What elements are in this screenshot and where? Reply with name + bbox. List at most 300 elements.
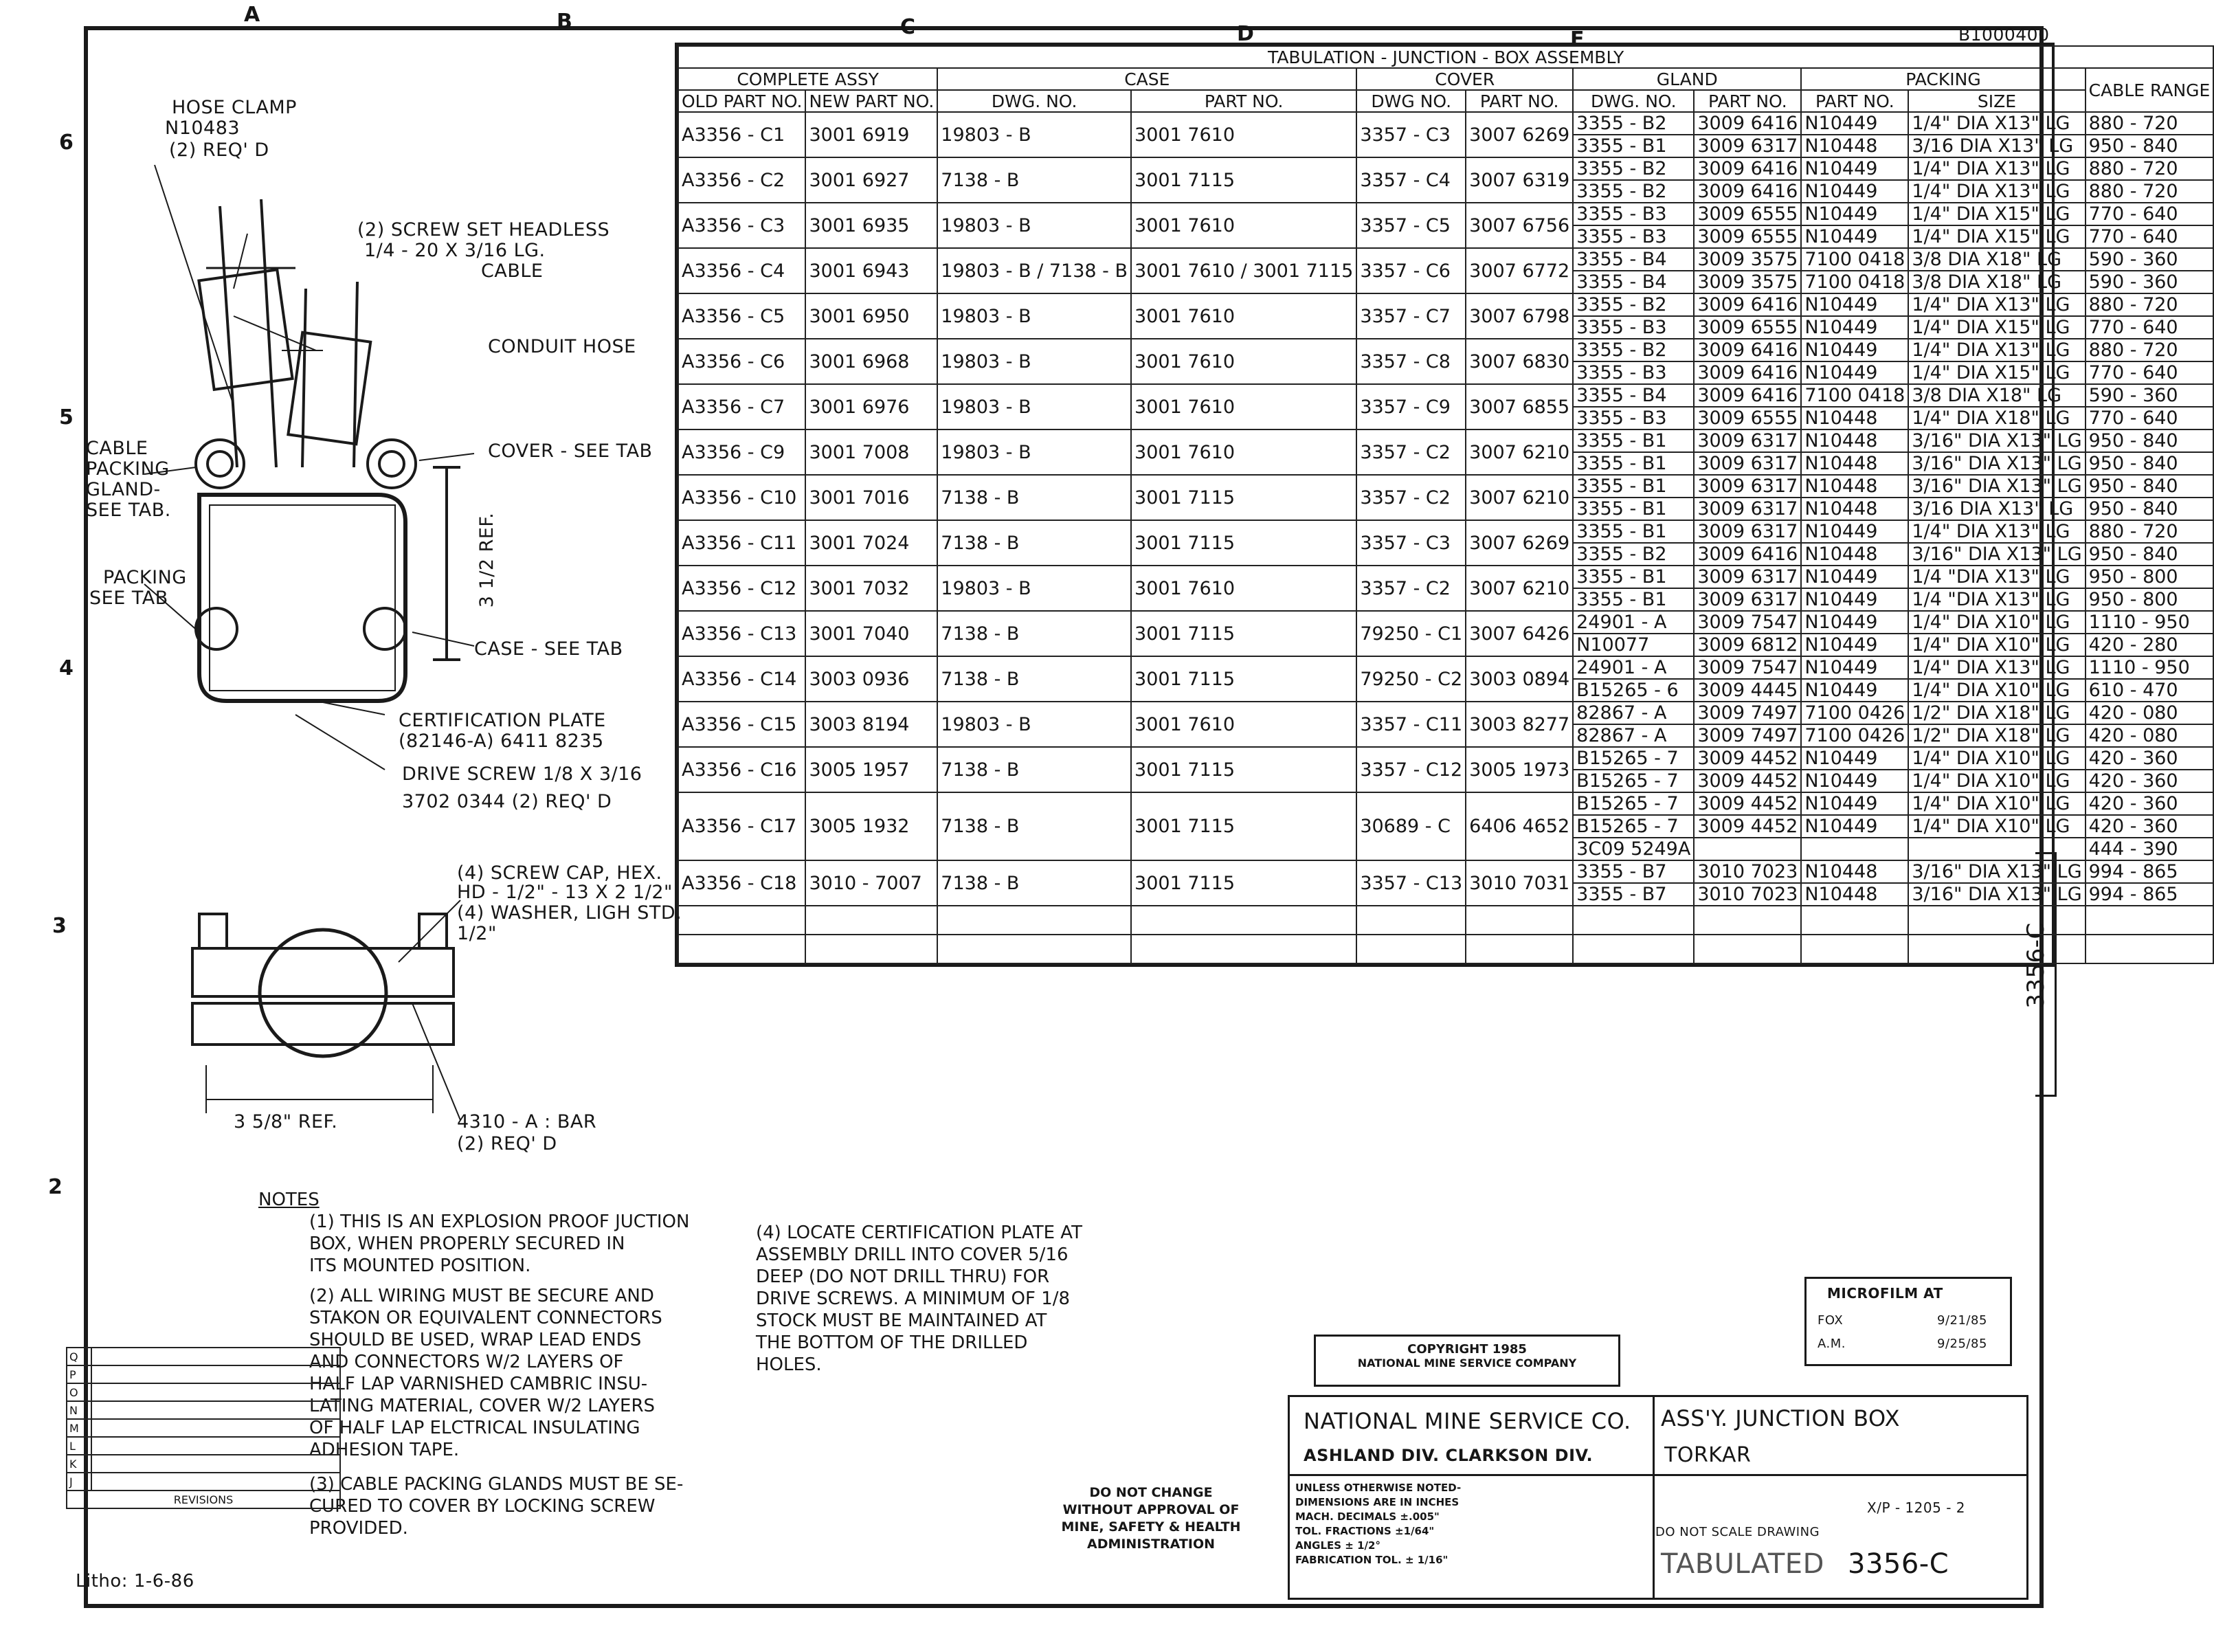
cell-cov-dwg: 3357 - C3 bbox=[1356, 520, 1466, 566]
note-1 bbox=[309, 1211, 689, 1277]
cell-cov-part: 3007 6855 bbox=[1466, 384, 1573, 429]
cell-cov-dwg: 3357 - C5 bbox=[1356, 203, 1466, 248]
cell-packing-size: 1/4" DIA X13" LG bbox=[1908, 157, 2085, 180]
cell-packing-size: 1/4" DIA X10" LG bbox=[1908, 747, 2085, 770]
cell-gland-dwg: 3355 - B1 bbox=[1573, 429, 1694, 452]
cable-packing-2: PACKING bbox=[86, 458, 170, 480]
cell-packing-size: 1/4" DIA X15" LG bbox=[1908, 203, 2085, 225]
cell-gland-dwg: 3355 - B1 bbox=[1573, 588, 1694, 611]
cell-new: 3001 6950 bbox=[805, 293, 937, 339]
width-dimension: 3 5/8" REF. bbox=[234, 1111, 338, 1132]
note-line: HOLES. bbox=[756, 1354, 822, 1375]
table-row bbox=[678, 248, 2213, 271]
cell-packing-part: N10448 bbox=[1801, 135, 1908, 157]
cell-new: 3001 7040 bbox=[805, 611, 937, 656]
cell-cov-part: 3003 8277 bbox=[1466, 702, 1573, 747]
cell-cable-range: 880 - 720 bbox=[2086, 180, 2214, 203]
cell-packing-size: 1/4" DIA X13" LG bbox=[1908, 339, 2085, 361]
note-line: MINE, SAFETY & HEALTH bbox=[1061, 1519, 1241, 1534]
cell-cov-dwg: 79250 - C2 bbox=[1356, 656, 1466, 702]
revision-row bbox=[67, 1383, 340, 1401]
cell-packing-size: 3/16" DIA X13" LG bbox=[1908, 883, 2085, 906]
revision-desc bbox=[91, 1383, 340, 1401]
cell-old: A3356 - C5 bbox=[678, 293, 805, 339]
note-line: WITHOUT APPROVAL OF bbox=[1062, 1502, 1240, 1517]
cell-gland-part: 3009 6555 bbox=[1694, 203, 1801, 225]
zone-2: 2 bbox=[48, 1175, 63, 1199]
cell-cov-part: 3007 6210 bbox=[1466, 566, 1573, 611]
cell-gland-dwg: 3355 - B4 bbox=[1573, 271, 1694, 293]
col-gland-dwg: DWG. NO. bbox=[1573, 90, 1694, 112]
cell-gland-dwg: 3355 - B3 bbox=[1573, 407, 1694, 429]
tabulation-title: TABULATION - JUNCTION - BOX ASSEMBLY bbox=[678, 46, 2213, 68]
note-line: DIMENSIONS ARE IN INCHES bbox=[1295, 1496, 1460, 1508]
tabulated-label: TABULATED bbox=[1661, 1548, 1824, 1580]
cell-gland-dwg: 3355 - B4 bbox=[1573, 384, 1694, 407]
table-row bbox=[678, 339, 2213, 361]
cell-gland-part: 3009 4452 bbox=[1694, 770, 1801, 792]
cell-cable-range: 880 - 720 bbox=[2086, 520, 2214, 543]
note-line: MACH. DECIMALS ±.005" bbox=[1295, 1510, 1440, 1523]
table-row bbox=[678, 429, 2213, 452]
cell-case-dwg: 7138 - B bbox=[937, 475, 1131, 520]
cert-plate-2: (82146-A) 6411 8235 bbox=[399, 730, 604, 752]
note-line: ANGLES ± 1/2° bbox=[1295, 1539, 1380, 1552]
cell-new: 3005 1932 bbox=[805, 792, 937, 860]
cell-case-part: 3001 7115 bbox=[1131, 475, 1356, 520]
cell-new: 3010 - 7007 bbox=[805, 860, 937, 906]
cell-case-dwg: 19803 - B bbox=[937, 702, 1131, 747]
cell-cable-range: 1110 - 950 bbox=[2086, 611, 2214, 634]
revision-desc bbox=[91, 1437, 340, 1455]
cell-case-part: 3001 7115 bbox=[1131, 157, 1356, 203]
cell-case-part: 3001 7115 bbox=[1131, 656, 1356, 702]
cell-cov-part: 3007 6426 bbox=[1466, 611, 1573, 656]
cell-cov-part: 3007 6319 bbox=[1466, 157, 1573, 203]
cell-case-dwg: 7138 - B bbox=[937, 792, 1131, 860]
scale-note: DO NOT SCALE DRAWING bbox=[1655, 1525, 1820, 1539]
cell-gland-part: 3009 6416 bbox=[1694, 293, 1801, 316]
col-cover-dwg: DWG NO. bbox=[1356, 90, 1466, 112]
cell-packing-size: 1/4" DIA X10" LG bbox=[1908, 770, 2085, 792]
revision-block bbox=[66, 1347, 341, 1509]
cap-screw-1: (4) SCREW CAP, HEX. bbox=[457, 862, 662, 884]
cell-cable-range: 880 - 720 bbox=[2086, 293, 2214, 316]
note-4 bbox=[756, 1222, 1082, 1376]
cell-case-part: 3001 7115 bbox=[1131, 792, 1356, 860]
cell-old: A3356 - C6 bbox=[678, 339, 805, 384]
cell-cov-dwg: 3357 - C9 bbox=[1356, 384, 1466, 429]
cell-packing-size: 1/4" DIA X10" LG bbox=[1908, 792, 2085, 815]
mf-row-1-label: FOX bbox=[1818, 1313, 1844, 1328]
cell-new: 3001 7024 bbox=[805, 520, 937, 566]
cell-cov-part: 3003 0894 bbox=[1466, 656, 1573, 702]
microfilm-box bbox=[1804, 1277, 2012, 1366]
cell-cov-part: 6406 4652 bbox=[1466, 792, 1573, 860]
zone-4: 4 bbox=[59, 656, 74, 680]
cell-packing-part: N10449 bbox=[1801, 225, 1908, 248]
cell-case-dwg: 7138 - B bbox=[937, 520, 1131, 566]
cell-cable-range: 420 - 360 bbox=[2086, 770, 2214, 792]
table-row bbox=[678, 112, 2213, 135]
cell-gland-part: 3009 6317 bbox=[1694, 566, 1801, 588]
cell-case-dwg: 19803 - B bbox=[937, 566, 1131, 611]
ref-dimension: 3 1/2 REF. bbox=[476, 512, 498, 608]
cell-old: A3356 - C7 bbox=[678, 384, 805, 429]
note-line: CURED TO COVER BY LOCKING SCREW bbox=[309, 1496, 656, 1517]
cell-packing-size: 3/16" DIA X13" LG bbox=[1908, 475, 2085, 498]
group-cover: COVER bbox=[1356, 68, 1573, 90]
cell-new: 3001 6976 bbox=[805, 384, 937, 429]
cell-packing-size: 3/16" DIA X13" LG bbox=[1908, 543, 2085, 566]
table-row bbox=[678, 293, 2213, 316]
note-line: DEEP (DO NOT DRILL THRU) FOR bbox=[756, 1266, 1050, 1287]
cell-gland-dwg: 24901 - A bbox=[1573, 656, 1694, 679]
cell-cov-part: 3007 6269 bbox=[1466, 520, 1573, 566]
revision-row bbox=[67, 1455, 340, 1473]
table-row bbox=[678, 792, 2213, 815]
cell-cable-range: 950 - 840 bbox=[2086, 452, 2214, 475]
cell-cable-range: 610 - 470 bbox=[2086, 679, 2214, 702]
cell-gland-dwg: 3355 - B2 bbox=[1573, 157, 1694, 180]
company-divisions: ASHLAND DIV. CLARKSON DIV. bbox=[1304, 1446, 1594, 1465]
cell-cable-range: 950 - 840 bbox=[2086, 475, 2214, 498]
hose-clamp-qty: (2) REQ' D bbox=[169, 139, 269, 161]
cell-gland-dwg: 3355 - B2 bbox=[1573, 293, 1694, 316]
cell-cov-part: 3007 6830 bbox=[1466, 339, 1573, 384]
cell-cov-dwg: 3357 - C2 bbox=[1356, 566, 1466, 611]
cell-packing-size: 1/2" DIA X18" LG bbox=[1908, 724, 2085, 747]
note-line: UNLESS OTHERWISE NOTED- bbox=[1295, 1482, 1462, 1494]
zone-b: B bbox=[557, 10, 572, 34]
cell-gland-dwg: 3355 - B2 bbox=[1573, 339, 1694, 361]
cell-gland-part: 3009 6555 bbox=[1694, 225, 1801, 248]
cell-gland-dwg: B15265 - 7 bbox=[1573, 770, 1694, 792]
cell-cov-dwg: 3357 - C2 bbox=[1356, 475, 1466, 520]
cap-screw-4: 1/2" bbox=[457, 923, 497, 944]
cell-gland-dwg: 24901 - A bbox=[1573, 611, 1694, 634]
group-case: CASE bbox=[937, 68, 1356, 90]
cell-packing-part bbox=[1801, 838, 1908, 860]
cell-packing-size: 1/4" DIA X15" LG bbox=[1908, 361, 2085, 384]
cell-gland-dwg: 82867 - A bbox=[1573, 724, 1694, 747]
cell-packing-part: N10448 bbox=[1801, 475, 1908, 498]
mf-row-2-label: A.M. bbox=[1818, 1337, 1846, 1351]
zone-a: A bbox=[244, 3, 260, 27]
cell-packing-size: 3/8 DIA X18" LG bbox=[1908, 384, 2085, 407]
cell-packing-part: 7100 0426 bbox=[1801, 724, 1908, 747]
cell-cable-range: 420 - 360 bbox=[2086, 747, 2214, 770]
cell-case-dwg: 19803 - B bbox=[937, 112, 1131, 157]
revision-row bbox=[67, 1419, 340, 1437]
cell-packing-part: N10448 bbox=[1801, 543, 1908, 566]
cell-case-part: 3001 7115 bbox=[1131, 747, 1356, 792]
cell-new: 3005 1957 bbox=[805, 747, 937, 792]
drawing-title-1: ASS'Y. JUNCTION BOX bbox=[1661, 1405, 1901, 1431]
cell-cov-part: 3007 6269 bbox=[1466, 112, 1573, 157]
cell-packing-part: N10449 bbox=[1801, 566, 1908, 588]
packing-label-2: SEE TAB bbox=[89, 588, 168, 609]
revision-desc bbox=[91, 1473, 340, 1491]
cell-gland-part: 3009 7497 bbox=[1694, 724, 1801, 747]
cell-packing-part: N10449 bbox=[1801, 770, 1908, 792]
cell-gland-part bbox=[1694, 838, 1801, 860]
note-line: DRIVE SCREWS. A MINIMUM OF 1/8 bbox=[756, 1288, 1071, 1309]
cell-gland-dwg: B15265 - 7 bbox=[1573, 792, 1694, 815]
drive-screw-1: DRIVE SCREW 1/8 X 3/16 bbox=[402, 763, 642, 785]
cell-cable-range: 994 - 865 bbox=[2086, 883, 2214, 906]
cell-cable-range: 590 - 360 bbox=[2086, 271, 2214, 293]
cell-case-part: 3001 7610 bbox=[1131, 112, 1356, 157]
cell-packing-part: 7100 0418 bbox=[1801, 248, 1908, 271]
note-line: OF HALF LAP ELCTRICAL INSULATING bbox=[309, 1418, 640, 1438]
cell-gland-part: 3009 6416 bbox=[1694, 157, 1801, 180]
cell-cov-part: 3007 6756 bbox=[1466, 203, 1573, 248]
cell-packing-part: 7100 0418 bbox=[1801, 384, 1908, 407]
cell-packing-size: 3/16 DIA X13" LG bbox=[1908, 498, 2085, 520]
note-line: TOL. FRACTIONS ±1/64" bbox=[1295, 1525, 1435, 1537]
bar-label-1: 4310 - A : BAR bbox=[457, 1111, 597, 1132]
group-complete-assy: COMPLETE ASSY bbox=[678, 68, 937, 90]
tb-divider-h bbox=[1290, 1474, 2026, 1476]
cell-packing-size: 1/4" DIA X13" LG bbox=[1908, 112, 2085, 135]
zone-c: C bbox=[900, 15, 916, 39]
cell-case-dwg: 7138 - B bbox=[937, 611, 1131, 656]
cell-new: 3003 8194 bbox=[805, 702, 937, 747]
revision-row bbox=[67, 1401, 340, 1419]
cell-gland-part: 3009 3575 bbox=[1694, 271, 1801, 293]
cell-packing-size: 1/4" DIA X13" LG bbox=[1908, 656, 2085, 679]
title-block bbox=[1288, 1395, 2028, 1600]
cell-cable-range: 590 - 360 bbox=[2086, 248, 2214, 271]
mf-row-2-date: 9/25/85 bbox=[1937, 1337, 1987, 1351]
table-row bbox=[678, 656, 2213, 679]
cell-gland-part: 3009 6317 bbox=[1694, 588, 1801, 611]
cell-case-dwg: 19803 - B bbox=[937, 429, 1131, 475]
note-line: ADMINISTRATION bbox=[1086, 1537, 1215, 1552]
cable-packing-1: CABLE bbox=[86, 438, 148, 459]
cell-old: A3356 - C10 bbox=[678, 475, 805, 520]
cell-case-part: 3001 7115 bbox=[1131, 520, 1356, 566]
cell-cable-range: 1110 - 950 bbox=[2086, 656, 2214, 679]
table-row bbox=[678, 860, 2213, 883]
zone-6: 6 bbox=[59, 131, 74, 155]
cell-cable-range: 950 - 840 bbox=[2086, 543, 2214, 566]
cell-cov-dwg: 3357 - C8 bbox=[1356, 339, 1466, 384]
cell-packing-part: N10449 bbox=[1801, 747, 1908, 770]
cell-cov-part: 3010 7031 bbox=[1466, 860, 1573, 906]
note-2 bbox=[309, 1285, 662, 1461]
note-line: (2) ALL WIRING MUST BE SECURE AND bbox=[309, 1286, 654, 1306]
revision-letter: Q bbox=[67, 1348, 91, 1365]
cell-packing-part: N10449 bbox=[1801, 656, 1908, 679]
cell-gland-part: 3009 7547 bbox=[1694, 611, 1801, 634]
note-line: (3) CABLE PACKING GLANDS MUST BE SE- bbox=[309, 1474, 684, 1495]
cell-gland-part: 3009 4452 bbox=[1694, 747, 1801, 770]
hose-clamp-label: HOSE CLAMP bbox=[172, 97, 297, 118]
cell-cov-part: 3007 6210 bbox=[1466, 475, 1573, 520]
table-row bbox=[678, 747, 2213, 770]
cell-gland-dwg: 3355 - B2 bbox=[1573, 543, 1694, 566]
revision-letter: P bbox=[67, 1365, 91, 1383]
cell-gland-dwg: 3355 - B2 bbox=[1573, 112, 1694, 135]
cell-gland-part: 3009 3575 bbox=[1694, 248, 1801, 271]
cell-cable-range: 420 - 280 bbox=[2086, 634, 2214, 656]
cell-cov-dwg: 3357 - C3 bbox=[1356, 112, 1466, 157]
cell-cable-range: 770 - 640 bbox=[2086, 407, 2214, 429]
zone-3: 3 bbox=[52, 914, 67, 938]
col-gland-part: PART NO. bbox=[1694, 90, 1801, 112]
cell-cov-dwg: 3357 - C11 bbox=[1356, 702, 1466, 747]
cell-gland-dwg: 3355 - B1 bbox=[1573, 520, 1694, 543]
group-cable-range: CABLE RANGE bbox=[2086, 68, 2214, 112]
cell-cable-range: 880 - 720 bbox=[2086, 157, 2214, 180]
cell-cov-dwg: 3357 - C4 bbox=[1356, 157, 1466, 203]
cell-cable-range: 994 - 865 bbox=[2086, 860, 2214, 883]
revision-desc bbox=[91, 1401, 340, 1419]
note-line: ASSEMBLY DRILL INTO COVER 5/16 bbox=[756, 1244, 1069, 1265]
note-line: THE BOTTOM OF THE DRILLED bbox=[756, 1332, 1028, 1353]
conduit-hose-label: CONDUIT HOSE bbox=[488, 336, 636, 357]
cell-gland-dwg: 82867 - A bbox=[1573, 702, 1694, 724]
zone-e: E bbox=[1570, 27, 1585, 52]
note-line: LATING MATERIAL, COVER W/2 LAYERS bbox=[309, 1396, 656, 1416]
copyright-line-1: COPYRIGHT 1985 bbox=[1407, 1342, 1527, 1357]
cell-cable-range: 950 - 840 bbox=[2086, 135, 2214, 157]
cell-cable-range: 420 - 360 bbox=[2086, 792, 2214, 815]
cell-new: 3001 6919 bbox=[805, 112, 937, 157]
cell-cov-dwg: 3357 - C13 bbox=[1356, 860, 1466, 906]
cell-case-dwg: 7138 - B bbox=[937, 157, 1131, 203]
cell-gland-dwg: B15265 - 6 bbox=[1573, 679, 1694, 702]
cell-cable-range: 950 - 800 bbox=[2086, 566, 2214, 588]
cell-gland-dwg: 3C09 5249A bbox=[1573, 838, 1694, 860]
cell-case-part: 3001 7115 bbox=[1131, 860, 1356, 906]
cell-new: 3001 6968 bbox=[805, 339, 937, 384]
cell-case-part: 3001 7115 bbox=[1131, 611, 1356, 656]
cell-packing-part: N10449 bbox=[1801, 520, 1908, 543]
cell-packing-size: 1/4 "DIA X13" LG bbox=[1908, 588, 2085, 611]
cell-gland-part: 3009 6416 bbox=[1694, 180, 1801, 203]
msha-warning bbox=[1024, 1484, 1278, 1553]
cell-gland-part: 3009 4452 bbox=[1694, 815, 1801, 838]
cell-packing-part: N10449 bbox=[1801, 203, 1908, 225]
cell-old: A3356 - C16 bbox=[678, 747, 805, 792]
cell-gland-part: 3009 6317 bbox=[1694, 429, 1801, 452]
revision-letter: L bbox=[67, 1437, 91, 1455]
revision-letter: M bbox=[67, 1419, 91, 1437]
cell-case-dwg: 19803 - B / 7138 - B bbox=[937, 248, 1131, 293]
tb-divider-v bbox=[1653, 1397, 1655, 1598]
cell-cov-dwg: 3357 - C12 bbox=[1356, 747, 1466, 792]
revision-desc bbox=[91, 1455, 340, 1473]
cell-packing-size: 1/4" DIA X13" LG bbox=[1908, 180, 2085, 203]
note-line: DO NOT CHANGE bbox=[1089, 1485, 1213, 1500]
cell-case-part: 3001 7610 bbox=[1131, 566, 1356, 611]
cell-old: A3356 - C14 bbox=[678, 656, 805, 702]
revision-row bbox=[67, 1348, 340, 1365]
cell-packing-part: 7100 0418 bbox=[1801, 271, 1908, 293]
cell-cable-range: 420 - 080 bbox=[2086, 702, 2214, 724]
cell-packing-size: 1/2" DIA X18" LG bbox=[1908, 702, 2085, 724]
cell-old: A3356 - C13 bbox=[678, 611, 805, 656]
bar-label-2: (2) REQ' D bbox=[457, 1133, 557, 1154]
cell-packing-size: 3/8 DIA X18" LG bbox=[1908, 271, 2085, 293]
cell-gland-dwg: 3355 - B2 bbox=[1573, 180, 1694, 203]
cell-cov-dwg: 3357 - C2 bbox=[1356, 429, 1466, 475]
cell-case-dwg: 7138 - B bbox=[937, 656, 1131, 702]
cell-gland-part: 3009 6416 bbox=[1694, 361, 1801, 384]
cell-case-part: 3001 7610 bbox=[1131, 429, 1356, 475]
cell-gland-dwg: B15265 - 7 bbox=[1573, 815, 1694, 838]
table-row bbox=[678, 611, 2213, 634]
col-new-part: NEW PART NO. bbox=[805, 90, 937, 112]
cell-case-part: 3001 7610 / 3001 7115 bbox=[1131, 248, 1356, 293]
cable-label: CABLE bbox=[481, 260, 544, 282]
cell-gland-part: 3009 6416 bbox=[1694, 112, 1801, 135]
cell-packing-size: 3/16" DIA X13" LG bbox=[1908, 429, 2085, 452]
table-row bbox=[678, 520, 2213, 543]
cell-old: A3356 - C11 bbox=[678, 520, 805, 566]
cell-cov-part: 3007 6210 bbox=[1466, 429, 1573, 475]
cell-case-dwg: 19803 - B bbox=[937, 339, 1131, 384]
col-case-dwg: DWG. NO. bbox=[937, 90, 1131, 112]
cell-cable-range: 950 - 840 bbox=[2086, 498, 2214, 520]
cell-cov-part: 3007 6772 bbox=[1466, 248, 1573, 293]
note-line: ADHESION TAPE. bbox=[309, 1440, 460, 1460]
zone-5: 5 bbox=[59, 405, 74, 429]
cell-gland-dwg: 3355 - B3 bbox=[1573, 316, 1694, 339]
note-line: BOX, WHEN PROPERLY SECURED IN bbox=[309, 1234, 625, 1254]
cell-old: A3356 - C15 bbox=[678, 702, 805, 747]
note-line: SHOULD BE USED, WRAP LEAD ENDS bbox=[309, 1330, 642, 1350]
cell-packing-part: N10448 bbox=[1801, 883, 1908, 906]
cell-gland-dwg: 3355 - B1 bbox=[1573, 566, 1694, 588]
cell-cable-range: 770 - 640 bbox=[2086, 361, 2214, 384]
cell-gland-dwg: 3355 - B4 bbox=[1573, 248, 1694, 271]
cell-cable-range: 880 - 720 bbox=[2086, 112, 2214, 135]
note-line: HALF LAP VARNISHED CAMBRIC INSU- bbox=[309, 1374, 648, 1394]
revisions-label: REVISIONS bbox=[67, 1491, 340, 1508]
notes-heading: NOTES bbox=[258, 1190, 320, 1210]
col-packing-size: SIZE bbox=[1908, 90, 2085, 112]
cell-new: 3001 6927 bbox=[805, 157, 937, 203]
cert-plate-1: CERTIFICATION PLATE bbox=[399, 710, 606, 731]
cell-gland-dwg: 3355 - B7 bbox=[1573, 883, 1694, 906]
cell-old: A3356 - C1 bbox=[678, 112, 805, 157]
cell-packing-size bbox=[1908, 838, 2085, 860]
company-name: NATIONAL MINE SERVICE CO. bbox=[1304, 1408, 1631, 1434]
cell-old: A3356 - C18 bbox=[678, 860, 805, 906]
cell-old: A3356 - C4 bbox=[678, 248, 805, 293]
cell-packing-part: N10449 bbox=[1801, 679, 1908, 702]
note-line: STOCK MUST BE MAINTAINED AT bbox=[756, 1310, 1047, 1331]
cell-gland-part: 3009 7497 bbox=[1694, 702, 1801, 724]
cell-gland-part: 3009 6555 bbox=[1694, 316, 1801, 339]
hose-clamp-part: N10483 bbox=[165, 118, 241, 139]
cell-cov-part: 3005 1973 bbox=[1466, 747, 1573, 792]
cell-gland-part: 3009 6416 bbox=[1694, 384, 1801, 407]
cell-cov-dwg: 3357 - C7 bbox=[1356, 293, 1466, 339]
cell-packing-part: N10449 bbox=[1801, 112, 1908, 135]
drawing-title-2: TORKAR bbox=[1664, 1443, 1752, 1467]
cell-packing-size: 1/4" DIA X10" LG bbox=[1908, 815, 2085, 838]
cell-packing-part: N10449 bbox=[1801, 180, 1908, 203]
cell-gland-part: 3009 6317 bbox=[1694, 452, 1801, 475]
group-packing: PACKING bbox=[1801, 68, 2085, 90]
screw-set-label: (2) SCREW SET HEADLESS bbox=[357, 219, 610, 241]
cell-packing-part: N10449 bbox=[1801, 611, 1908, 634]
